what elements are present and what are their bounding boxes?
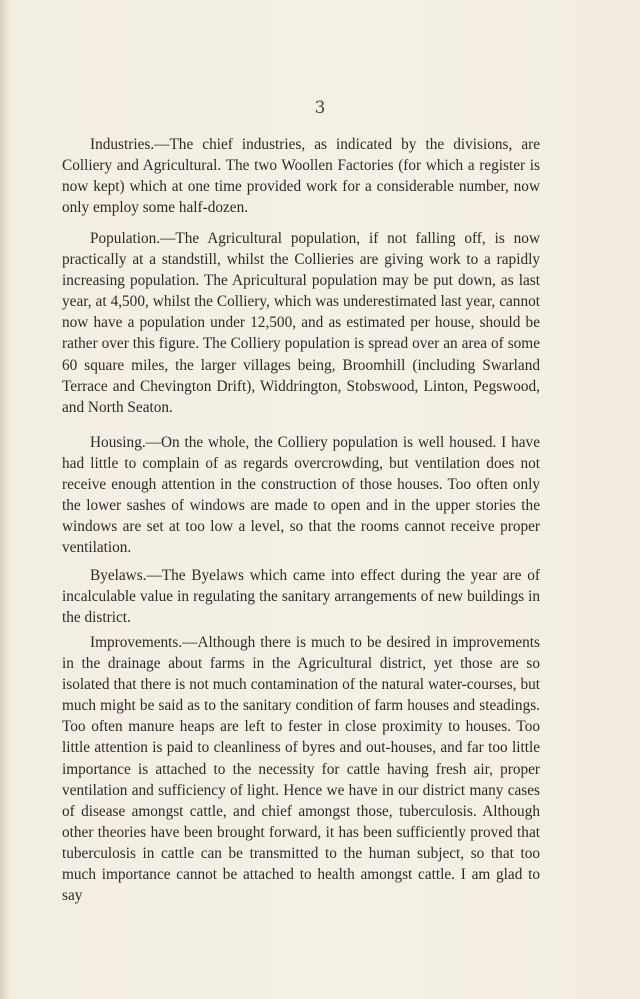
- paragraph-improvements: [62, 632, 540, 906]
- page-edge-shadow: [0, 0, 10, 999]
- paragraph-text: Improvements.—Although there is much to be desired in improvements in the drainage about farms in the Agricultural district, yet those are so isolated that there is not much contamination of the natural water-courses, but much might be said as to the sanitary condition of farm houses and steadings. Too often manure heaps are left to fester in close proximity to houses. Too little attention is paid to cleanliness of byres and out-houses, and far too little importance is attached to the necessity for cattle having fresh air, proper ventilation and sufficiency of light. Hence we have in our district many cases of disease amongst cattle, and chief amongst those, tuberculosis. Although other theories have been brought forward, it has been sufficiently proved that tuberculosis in cattle can be transmitted to the human subject, so that too much importance cannot be attached to health amongst cattle. I am glad to say: [62, 634, 540, 905]
- paragraph-byelaws: [62, 565, 540, 628]
- paragraph-text: Population.—The Agricultural population, if not falling off, is now practically at a standstill, whilst the Collieries are giving work to a rapidly increasing population. The Apricultural population may be put down, as last year, at 4,500, whilst the Colliery, which was underestimated last year, cannot now have a population under 12,500, and as estimated per house, should be rather over this figure. The Colliery population is spread over an area of some 60 square miles, the larger villages being, Broomhill (including Swarland Terrace and Chevington Drift), Widdrington, Stobswood, Linton, Pegswood, and North Seaton.: [62, 230, 540, 416]
- paragraph-text: Byelaws.—The Byelaws which came into effect during the year are of incalculable value in regulating the sanitary arrangements of new buildings in the district.: [62, 567, 540, 627]
- page-number: 3: [314, 98, 326, 118]
- paragraph-population: [62, 228, 540, 418]
- paragraph-text: Housing.—On the whole, the Colliery population is well housed. I have had little to complain of as regards overcrowding, but ventilation does not receive enough attention in the construction of those houses. Too often only the lower sashes of windows are made to open and in the upper stories the windows are set at too low a level, so that the rooms cannot receive proper ventilation.: [62, 434, 540, 557]
- paragraph-industries: [62, 134, 540, 218]
- paragraph-housing: [62, 432, 540, 559]
- paragraph-text: Industries.—The chief industries, as indicated by the divisions, are Colliery and Agricultural. The two Woollen Factories (for which a register is now kept) which at one time provided work for a considerable number, now only employ some half-dozen.: [62, 136, 540, 217]
